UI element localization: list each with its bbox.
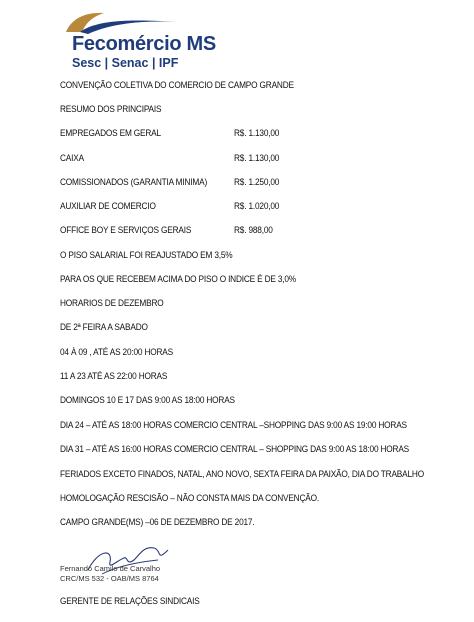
doc-line: DE 2ª FEIRA A SABADO xyxy=(60,322,148,332)
salary-label: EMPREGADOS EM GERAL xyxy=(60,128,161,138)
doc-line: 11 A 23 ATÉ AS 22:00 HORAS xyxy=(60,371,168,381)
logo-swoosh-icon xyxy=(60,6,240,36)
doc-title: CONVENÇÃO COLETIVA DO COMERCIO DE CAMPO GRANDE xyxy=(60,80,294,90)
doc-line: 04 À 09 , ATÉ AS 20:00 HORAS xyxy=(60,347,173,357)
doc-line: DIA 31 – ATÉ AS 16:00 HORAS COMERCIO CENTRAL – SHOPPING DAS 9:00 AS 18:00 HORAS xyxy=(60,444,410,454)
salary-value: R$. 1.130,00 xyxy=(234,153,280,163)
brand-name: Fecomércio MS xyxy=(72,33,216,55)
doc-line: O PISO SALARIAL FOI REAJUSTADO EM 3,5% xyxy=(60,250,233,260)
doc-line: HOMOLOGAÇÃO RESCISÃO – NÃO CONSTA MAIS DA CONVENÇÃO. xyxy=(60,493,319,503)
fecomercio-logo xyxy=(60,6,240,72)
doc-line: FERIADOS EXCETO FINADOS, NATAL, ANO NOVO, SEXTA FEIRA DA PAIXÃO, DIA DO TRABALHO xyxy=(60,469,424,479)
doc-line: CAMPO GRANDE(MS) –06 DE DEZEMBRO DE 2017. xyxy=(60,517,255,527)
salary-value: R$. 1.020,00 xyxy=(234,201,280,211)
salary-label: CAIXA xyxy=(60,153,84,163)
signer-role: GERENTE DE RELAÇÕES SINDICAIS xyxy=(60,596,200,606)
salary-value: R$. 1.250,00 xyxy=(234,177,280,187)
doc-line: DIA 24 – ATÉ AS 18:00 HORAS COMERCIO CENTRAL –SHOPPING DAS 9:00 AS 19:00 HORAS xyxy=(60,420,407,430)
brand-sub-brands: Sesc | Senac | IPF xyxy=(72,56,179,70)
doc-line: HORARIOS DE DEZEMBRO xyxy=(60,298,164,308)
doc-line: DOMINGOS 10 E 17 DAS 9:00 AS 18:00 HORAS xyxy=(60,395,235,405)
salary-label: COMISSIONADOS (GARANTIA MINIMA) xyxy=(60,177,208,187)
salary-value: R$. 988,00 xyxy=(234,225,273,235)
salary-label: OFFICE BOY E SERVIÇOS GERAIS xyxy=(60,225,192,235)
signer-registration: CRC/MS 532 - OAB/MS 8764 xyxy=(60,574,159,583)
salary-value: R$. 1.130,00 xyxy=(234,128,280,138)
signer-name: Fernando Camilo de Carvalho xyxy=(60,564,161,573)
doc-summary: RESUMO DOS PRINCIPAIS xyxy=(60,104,162,114)
doc-line: PARA OS QUE RECEBEM ACIMA DO PISO O INDICE É DE 3,0% xyxy=(60,274,296,284)
salary-label: AUXILIAR DE COMERCIO xyxy=(60,201,156,211)
